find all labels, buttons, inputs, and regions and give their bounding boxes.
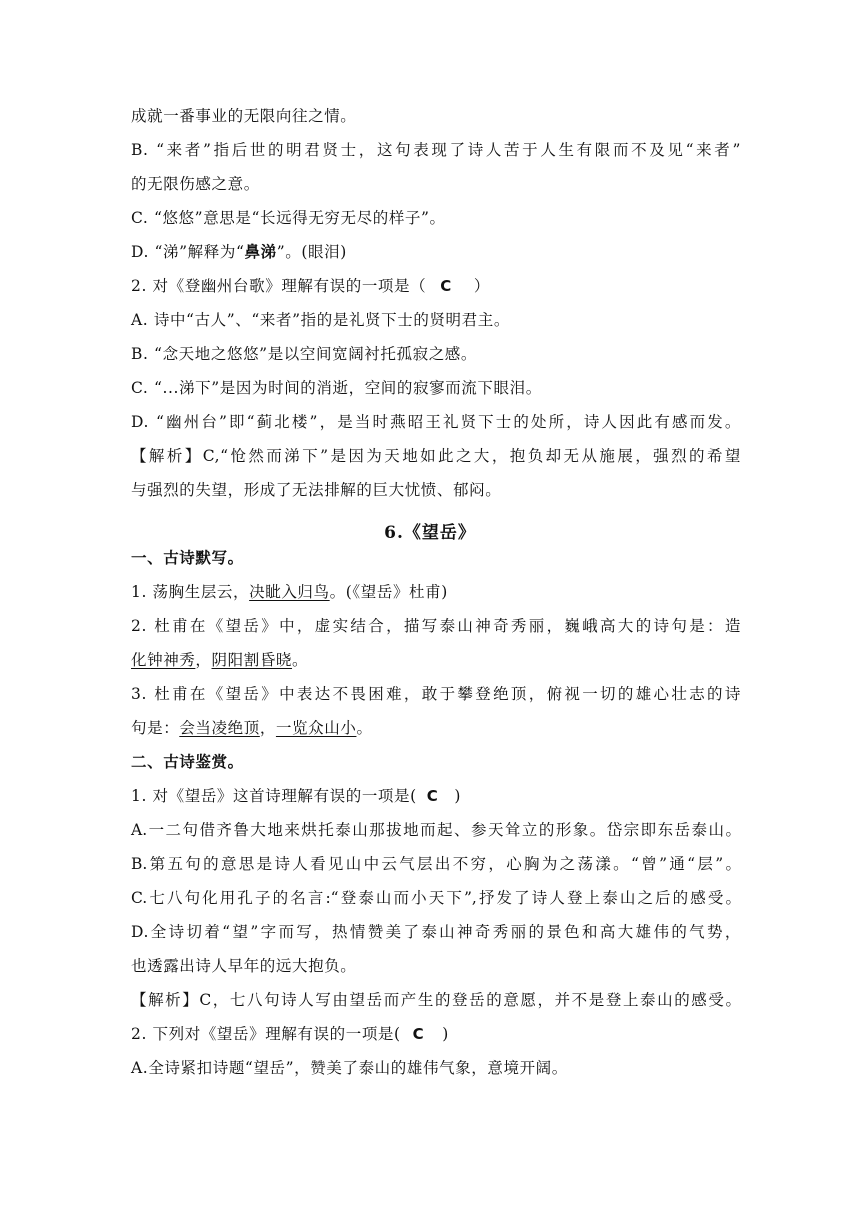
- section-heading: 二、古诗鉴赏。: [131, 752, 244, 771]
- text: ): [454, 787, 462, 805]
- section-title: 6.《望岳》: [384, 523, 476, 543]
- option-line: A.一二句借齐鲁大地来烘托泰山那拔地而起、参天耸立的形象。岱宗即东岳泰山。: [131, 821, 741, 839]
- analysis-line: 与强烈的失望，形成了无法排解的巨大忧愤、郁闷。: [131, 481, 502, 499]
- answer: C: [412, 1025, 425, 1043]
- answer: 化钟神秀: [131, 651, 196, 669]
- question-stem: 1. 对《望岳》这首诗理解有误的一项是(: [131, 787, 417, 805]
- section-heading: 一、古诗默写。: [131, 548, 244, 567]
- option-line: D. “幽州台”即“蓟北楼”，是当时燕昭王礼贤下士的处所，诗人因此有感而发。: [131, 413, 741, 431]
- option-line: B. “念天地之悠悠”是以空间宽阔衬托孤寂之感。: [131, 345, 477, 363]
- option-line: D.全诗切着“望”字而写，热情赞美了泰山神奇秀丽的景色和高大雄伟的气势，: [131, 923, 741, 941]
- question-line: [131, 718, 741, 738]
- text: D. “涕”解释为“: [131, 243, 245, 261]
- question-line: 2. 杜甫在《望岳》中，虚实结合，描写泰山神奇秀丽，巍峨高大的诗句是：造: [131, 617, 741, 635]
- question-line: [131, 276, 741, 296]
- answer: 一览众山小: [275, 719, 357, 737]
- text: ，: [259, 719, 276, 737]
- text-line: 的无限伤感之意。: [131, 175, 260, 193]
- text: 。: [356, 719, 373, 737]
- text: ，: [195, 651, 212, 669]
- bold-term: 鼻涕: [244, 242, 277, 261]
- option-line: 也透露出诗人早年的远大抱负。: [131, 957, 357, 975]
- question-line: [131, 786, 741, 806]
- analysis-line: 【解析】C，七八句诗人写由望岳而产生的登岳的意愿，并不是登上泰山的感受。: [131, 991, 741, 1009]
- question-stem: 2. 下列对《望岳》理解有误的一项是(: [131, 1025, 401, 1043]
- text: 。: [292, 651, 309, 669]
- text-line: 成就一番事业的无限向往之情。: [131, 107, 357, 125]
- answer: C: [440, 277, 452, 295]
- text: ”。(眼泪): [276, 243, 347, 261]
- question-line: [131, 650, 741, 670]
- question-line: 3. 杜甫在《望岳》中表达不畏困难，敢于攀登绝顶，俯视一切的雄心壮志的诗: [131, 685, 741, 703]
- text-line: C. “悠悠”意思是“长远得无穷无尽的样子”。: [131, 209, 446, 227]
- question-line: [131, 1024, 741, 1044]
- option-line: B.第五句的意思是诗人看见山中云气层出不穷，心胸为之荡漾。“曾”通“层”。: [131, 855, 741, 873]
- text: 。(《望岳》杜甫): [329, 583, 448, 601]
- text-line: [131, 242, 741, 262]
- answer: 决眦入归鸟: [249, 583, 330, 601]
- text: ): [442, 1025, 449, 1043]
- text: 1. 荡胸生层云，: [131, 583, 250, 601]
- text-line: B. “来者”指后世的明君贤士，这句表现了诗人苦于人生有限而不及见“来者”: [131, 141, 741, 159]
- text: 句是：: [131, 719, 180, 737]
- question-line: [131, 582, 741, 602]
- option-line: C. “...涕下”是因为时间的消逝，空间的寂寥而流下眼泪。: [131, 379, 542, 397]
- analysis-line: 【解析】C,“怆然而涕下”是因为天地如此之大，抱负却无从施展，强烈的希望: [131, 447, 741, 465]
- option-line: A. 诗中“古人”、“来者”指的是礼贤下士的贤明君主。: [131, 311, 510, 329]
- answer: C: [426, 787, 439, 805]
- option-line: A.全诗紧扣诗题“望岳”，赞美了泰山的雄伟气象，意境开阔。: [131, 1059, 568, 1077]
- question-stem: 2. 对《登幽州台歌》理解有误的一项是（: [131, 277, 427, 295]
- text: ）: [473, 277, 490, 295]
- answer: 会当凌绝顶: [179, 719, 260, 737]
- answer: 阴阳割昏晓: [211, 651, 293, 669]
- option-line: C.七八句化用孔子的名言:“登泰山而小天下”,抒发了诗人登上泰山之后的感受。: [131, 889, 741, 907]
